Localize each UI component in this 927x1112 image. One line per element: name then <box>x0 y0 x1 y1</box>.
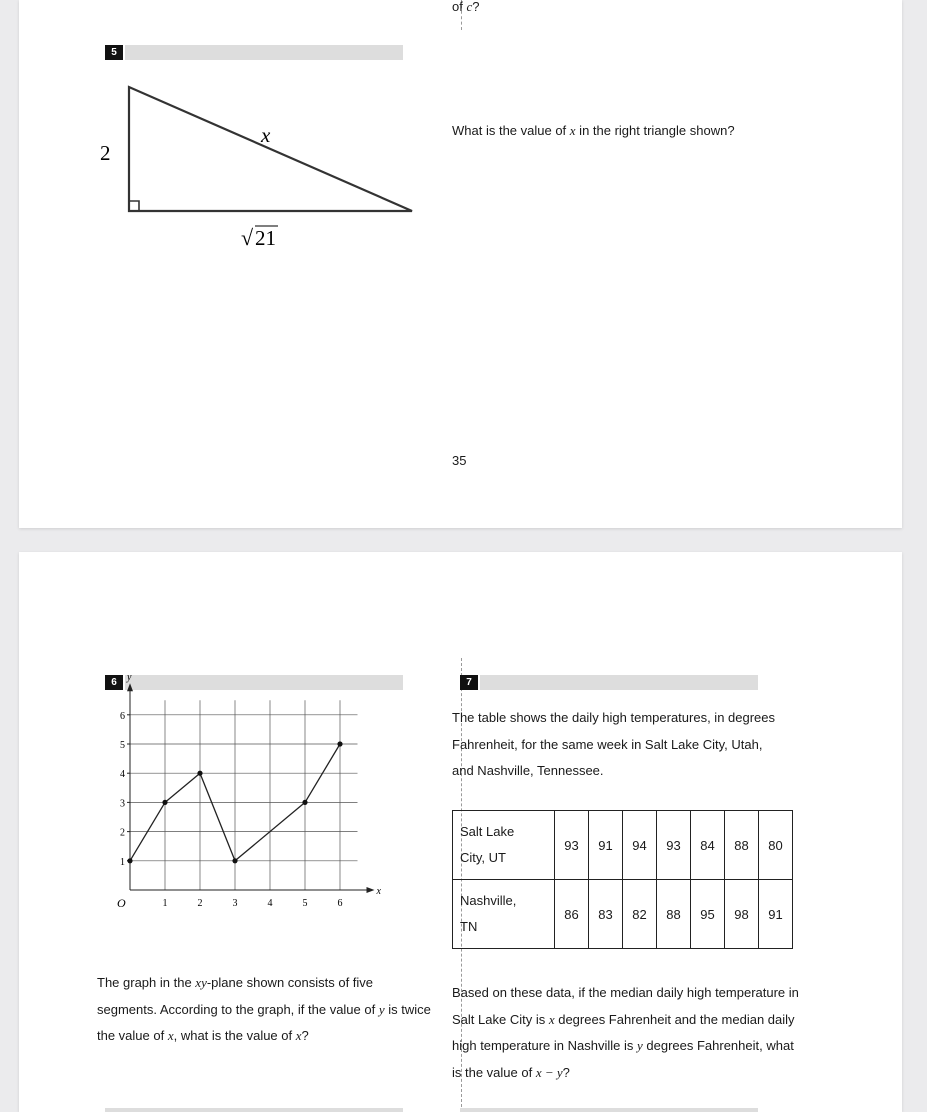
table-row <box>453 880 793 949</box>
question-7-intro: The table shows the daily high temperatures, in degrees Fahrenheit, for the same week in Salt Lake City, Utah, and Nashville, Tennessee. <box>452 710 776 778</box>
right-angle-marker <box>129 201 139 211</box>
question-5-header-bar <box>125 45 403 60</box>
row-label-nashville: Nashville, TN <box>453 880 555 949</box>
graph-point <box>197 771 202 776</box>
x-tick-label: 5 <box>302 898 308 909</box>
page-2 <box>19 552 902 1112</box>
y-tick-label: 4 <box>120 769 125 781</box>
y-tick-label: 1 <box>120 856 125 868</box>
y-tick-label: 6 <box>120 710 125 722</box>
y-tick-label: 2 <box>120 827 125 839</box>
graph-point <box>232 858 237 863</box>
x-axis-label: x <box>376 886 381 897</box>
graph-ticks <box>120 711 343 909</box>
graph-point <box>162 800 167 805</box>
segment-graph <box>89 672 381 944</box>
table-cell: 93 <box>657 811 691 880</box>
x-axis-arrow <box>367 887 375 893</box>
x-tick-label: 4 <box>267 898 273 909</box>
y-tick-label: 5 <box>120 740 125 751</box>
question-6-header-bar <box>125 675 403 690</box>
prev-question-fragment: of c? <box>452 0 480 14</box>
graph-point <box>337 741 342 746</box>
temperature-table <box>452 810 793 949</box>
origin-label: O <box>117 896 126 910</box>
table-cell: 82 <box>623 880 657 949</box>
table-cell: 93 <box>555 811 589 880</box>
table-cell: 86 <box>555 880 589 949</box>
triangle-hypotenuse-label: x <box>261 123 271 147</box>
row-label-salt-lake: Salt Lake City, UT <box>453 811 555 880</box>
page-1 <box>19 0 902 528</box>
triangle-figure <box>79 78 419 258</box>
table-row <box>453 811 793 880</box>
x-tick-label: 1 <box>162 898 168 909</box>
question-9-header-bar <box>460 1108 758 1112</box>
y-tick-label: 3 <box>120 798 125 810</box>
x-tick-label: 2 <box>197 898 203 909</box>
table-cell: 84 <box>691 811 725 880</box>
x-tick-label: 3 <box>232 898 238 909</box>
question-5-number: 5 <box>105 45 123 60</box>
x-tick-label: 6 <box>337 898 343 909</box>
table-cell: 98 <box>725 880 759 949</box>
graph-segment <box>165 773 200 802</box>
triangle-radical-sign: √ <box>241 225 254 250</box>
graph-point <box>127 858 132 863</box>
question-5-answer: 35 <box>452 453 467 468</box>
y-axis-label: y <box>127 672 132 684</box>
question-5-prompt: What is the value of x in the right triangle shown? <box>452 123 735 138</box>
table-cell: 88 <box>725 811 759 880</box>
question-7-number: 7 <box>460 675 478 690</box>
table-cell: 95 <box>691 880 725 949</box>
triangle-shape <box>129 87 412 211</box>
graph-segment <box>200 773 235 861</box>
question-8-header-bar <box>105 1108 403 1112</box>
question-7-prompt: Based on these data, if the median daily high temperature in Salt Lake City is x degrees Fahrenheit and the median daily high temperature in Nashville is y degrees Fahrenheit, what is the value of x − y? <box>452 985 799 1080</box>
question-6-number: 6 <box>105 675 123 690</box>
graph-grid <box>130 700 358 890</box>
question-6-prompt: The graph in the xy-plane shown consists of five segments. According to the graph, if the value of y is twice the value of x, what is the value of x? <box>97 975 431 1043</box>
graph-point <box>302 800 307 805</box>
table-cell: 83 <box>589 880 623 949</box>
table-cell: 94 <box>623 811 657 880</box>
table-cell: 91 <box>589 811 623 880</box>
triangle-side-label: 2 <box>100 141 111 165</box>
table-cell: 80 <box>759 811 793 880</box>
table-cell: 88 <box>657 880 691 949</box>
question-7-header-bar <box>480 675 758 690</box>
table-cell: 91 <box>759 880 793 949</box>
triangle-base-label: 21 <box>255 226 276 250</box>
